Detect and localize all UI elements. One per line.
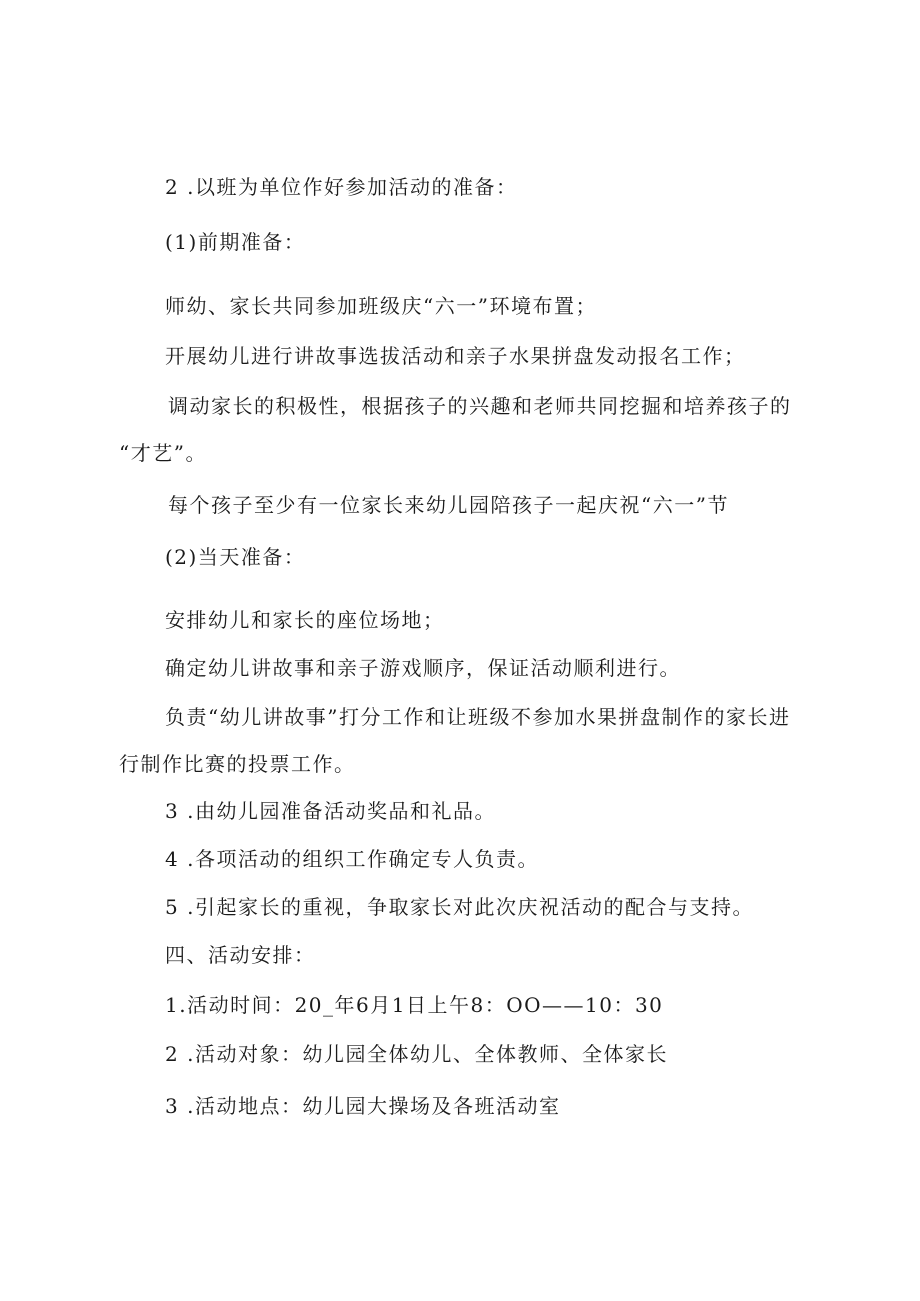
sub-heading-day-prep: (2)当天准备： <box>165 545 306 569</box>
section-item-3-prizes: 3 .由幼儿园准备活动奖品和礼品。 <box>165 799 496 823</box>
paragraph-seating: 安排幼儿和家长的座位场地； <box>165 608 445 632</box>
schedule-location: 3 .活动地点：幼儿园大操场及各班活动室 <box>165 1094 561 1118</box>
paragraph-environment-setup: 师幼、家长共同参加班级庆“六一”环境布置； <box>165 294 597 318</box>
paragraph-scoring: 负责“幼儿讲故事”打分工作和让班级不参加水果拼盘制作的家长进 <box>165 705 791 729</box>
paragraph-parent-attendance: 每个孩子至少有一位家长来幼儿园陪孩子一起庆祝“六一”节 <box>168 493 729 517</box>
schedule-time: 1.活动时间：20_年6月1日上午8：OO——10：30 <box>165 993 664 1017</box>
paragraph-parent-motivation: 调动家长的积极性，根据孩子的兴趣和老师共同挖掘和培养孩子的 <box>168 394 792 418</box>
paragraph-story-selection: 开展幼儿进行讲故事选拔活动和亲子水果拼盘发动报名工作； <box>165 344 746 368</box>
paragraph-order: 确定幼儿讲故事和亲子游戏顺序，保证活动顺利进行。 <box>165 656 681 680</box>
schedule-participants: 2 .活动对象：幼儿园全体幼儿、全体教师、全体家长 <box>165 1042 668 1066</box>
section-item-4-organization: 4 .各项活动的组织工作确定专人负责。 <box>165 847 539 871</box>
section-item-2-prep: 2 .以班为单位作好参加活动的准备： <box>165 175 518 199</box>
sub-heading-early-prep: (1)前期准备： <box>165 230 306 254</box>
paragraph-scoring-cont: 行制作比赛的投票工作。 <box>119 752 356 776</box>
section-heading-schedule: 四、活动安排： <box>165 943 316 967</box>
paragraph-parent-motivation-cont: “才艺”。 <box>119 441 207 465</box>
section-item-5-support: 5 .引起家长的重视，争取家长对此次庆祝活动的配合与支持。 <box>165 895 754 919</box>
